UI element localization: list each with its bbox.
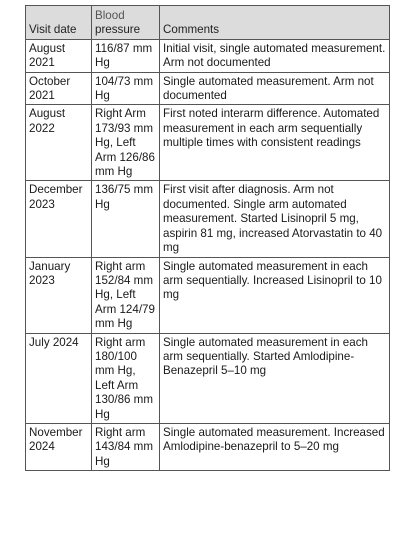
cell-comments: First visit after diagnosis. Arm not documented. Single arm automated measurement. Started Lisinopril 5 mg, aspirin 81 mg, increased Atorvastatin to 40 mg (160, 181, 390, 257)
cell-comments: Single automated measurement in each arm sequentially. Started Amlodipine-Benazepril 5–10 mg (160, 333, 390, 423)
table-row (26, 105, 390, 181)
cell-comments: Single automated measurement in each arm sequentially. Increased Lisinopril to 10 mg (160, 257, 390, 333)
header-comments (160, 6, 390, 40)
cell-comments: First noted interarm difference. Automated measurement in each arm sequentially multiple times with consistent readings (160, 105, 390, 181)
table-row (26, 333, 390, 423)
header-visit-date-label: Visit date (29, 23, 77, 37)
header-visit-date (26, 6, 92, 40)
cell-blood-pressure: Right arm 143/84 mm Hg (92, 423, 160, 470)
cell-visit-date: October 2021 (26, 72, 92, 105)
header-blood-pressure (92, 6, 160, 40)
cell-blood-pressure: 116/87 mm Hg (92, 39, 160, 72)
table-row (26, 181, 390, 257)
cell-blood-pressure: 136/75 mm Hg (92, 181, 160, 257)
cell-blood-pressure: 104/73 mm Hg (92, 72, 160, 105)
cell-comments: Single automated measurement. Arm not documented (160, 72, 390, 105)
table-header (26, 6, 390, 40)
cell-blood-pressure: Right arm 180/100 mm Hg, Left Arm 130/86 mm Hg (92, 333, 160, 423)
blood-pressure-table (25, 5, 390, 471)
header-row (26, 6, 390, 40)
cell-visit-date: August 2021 (26, 39, 92, 72)
cell-visit-date: December 2023 (26, 181, 92, 257)
table-row (26, 72, 390, 105)
table-body (26, 39, 390, 470)
cell-visit-date: January 2023 (26, 257, 92, 333)
header-bp-line2: pressure (95, 23, 141, 37)
table-row (26, 39, 390, 72)
cell-comments: Initial visit, single automated measurement. Arm not documented (160, 39, 390, 72)
table-row (26, 423, 390, 470)
header-comments-label: Comments (163, 23, 220, 37)
cell-comments: Single automated measurement. Increased Amlodipine-benazepril to 5–20 mg (160, 423, 390, 470)
cell-blood-pressure: Right Arm 173/93 mm Hg, Left Arm 126/86 mm Hg (92, 105, 160, 181)
table-row (26, 257, 390, 333)
cell-blood-pressure: Right arm 152/84 mm Hg, Left Arm 124/79 mm Hg (92, 257, 160, 333)
header-bp-line1: Blood (95, 9, 125, 22)
cell-visit-date: November 2024 (26, 423, 92, 470)
cell-visit-date: July 2024 (26, 333, 92, 423)
cell-visit-date: August 2022 (26, 105, 92, 181)
